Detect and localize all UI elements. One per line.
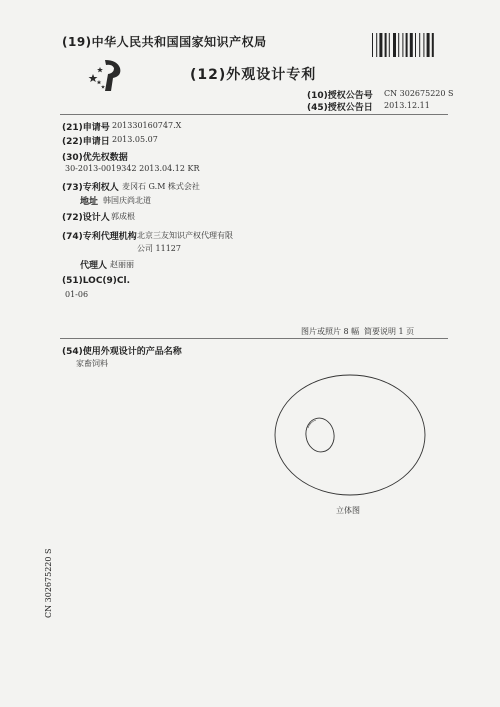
designer-label: (72)设计人 bbox=[62, 213, 110, 223]
address-label: 地址 bbox=[80, 197, 99, 207]
barcode bbox=[372, 33, 444, 57]
publication-date-label: (45)授权公告日 bbox=[307, 103, 373, 113]
filing-date-label: (22)申请日 bbox=[62, 137, 110, 147]
agency-value-line1: 北京三友知识产权代理有限 bbox=[137, 231, 233, 240]
product-name-value: 家畜饲料 bbox=[76, 359, 108, 368]
agency-value-line2: 公司 11127 bbox=[137, 244, 181, 253]
sipo-logo bbox=[87, 58, 129, 92]
publication-number-value: CN 302675220 S bbox=[384, 89, 454, 98]
publication-date-value: 2013.12.11 bbox=[384, 101, 430, 110]
agent-value: 赵丽丽 bbox=[110, 260, 134, 269]
loc-label: (51)LOC(9)Cl. bbox=[62, 276, 131, 286]
patentee-label: (73)专利权人 bbox=[62, 183, 119, 193]
images-count-note: 图片或照片 8 幅 bbox=[301, 327, 360, 336]
loc-value: 01-06 bbox=[65, 290, 89, 299]
application-number-label: (21)申请号 bbox=[62, 123, 110, 133]
filing-date-value: 2013.05.07 bbox=[112, 135, 158, 144]
patentee-value: 麦冈石 G.M 株式会社 bbox=[122, 182, 200, 191]
description-pages-note: 简要说明 1 页 bbox=[364, 327, 415, 336]
address-value: 韩国庆尚北道 bbox=[103, 196, 151, 205]
authority-heading: (19)中华人民共和国国家知识产权局 bbox=[62, 35, 267, 49]
section-divider bbox=[60, 338, 448, 339]
application-number-value: 201330160747.X bbox=[112, 121, 182, 130]
priority-value: 30-2013-0019342 2013.04.12 KR bbox=[65, 164, 200, 173]
side-publication-number: CN 302675220 S bbox=[44, 548, 53, 618]
publication-number-label: (10)授权公告号 bbox=[307, 91, 373, 101]
document-type-title: (12)外观设计专利 bbox=[190, 67, 317, 83]
designer-value: 郭成根 bbox=[111, 212, 135, 221]
product-name-label: (54)使用外观设计的产品名称 bbox=[62, 347, 182, 357]
header-divider bbox=[60, 114, 448, 115]
figure-caption: 立体图 bbox=[336, 506, 360, 515]
design-drawing bbox=[272, 372, 432, 502]
priority-label: (30)优先权数据 bbox=[62, 153, 128, 163]
agency-label: (74)专利代理机构 bbox=[62, 232, 137, 242]
agent-label: 代理人 bbox=[80, 261, 108, 271]
